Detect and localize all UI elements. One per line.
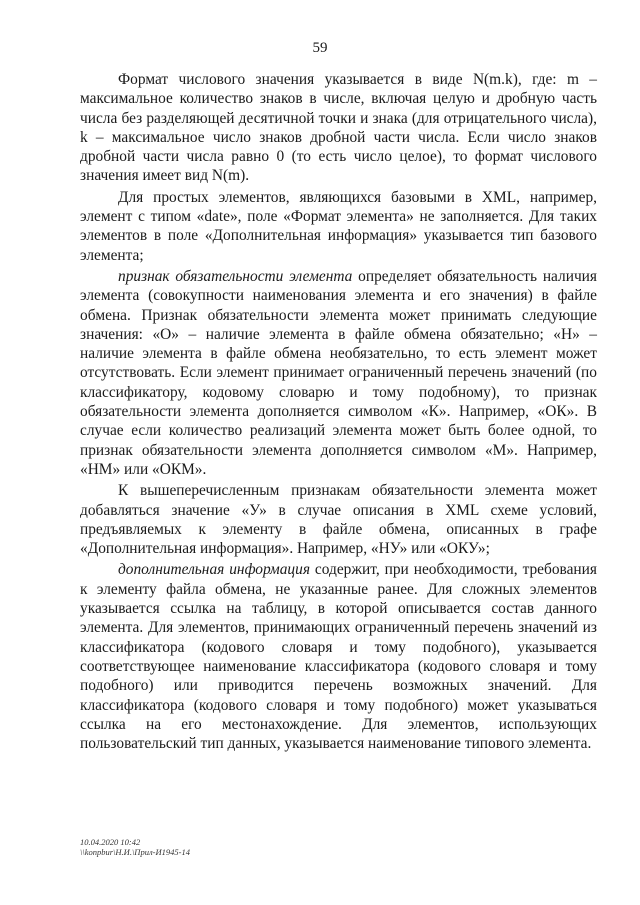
term-italic: дополнительная информация bbox=[118, 561, 310, 579]
footer-timestamp: 10.04.2020 10:42 bbox=[80, 837, 141, 847]
footer-stamp bbox=[80, 837, 190, 857]
term-italic: признак обязательности элемента bbox=[118, 267, 353, 285]
paragraph-text: содержит, при необходимости, требования к элементу файла обмена, не указанные ранее. Для сложных элементов указывается ссылка на таблицу, в которой описывается состав данного элемента. Для элементов, принимающих ограниченный перечень значений из классификатора (кодового словаря и тому подобного), указывается соответствующее наименование классификатора (кодового словаря и тому подобного) или приводится перечень возможных значений. Для классификатора (кодового словаря и тому подобного) может указываться ссылка на его местонахождение. Для элементов, использующих пользовательский тип данных, указывается наименование типового элемента. bbox=[80, 561, 597, 753]
paragraph-text: К вышеперечисленным признакам обязательности элемента может добавляться значение «У» в случае описания в XML схеме условий, предъявляемых к элементу в файле обмена, описанных в графе «Дополнительная информация». Например, «НУ» или «ОКУ»; bbox=[80, 482, 597, 558]
footer-file-path: \\konpbur\Н.И.\Прил-И1945-14 bbox=[80, 847, 190, 857]
paragraph-condition-value bbox=[80, 481, 597, 558]
paragraph-text: Формат числового значения указывается в виде N(m.k), где: m – максимальное количество знаков в числе, включая целую и дробную часть числа без разделяющей десятичной точки и знака (для отрицательного числа), k – максимальное число знаков дробной части числа. Если число знаков дробной части числа равно 0 (то есть число целое), то формат числового значения имеет вид N(m). bbox=[80, 71, 597, 185]
paragraph-simple-elements bbox=[80, 188, 597, 265]
body-text bbox=[80, 70, 597, 753]
page-number: 59 bbox=[312, 40, 328, 56]
paragraph-text: определяет обязательность наличия элемента (совокупности наименования элемента и его значения) в файле обмена. Признак обязательности элемента может принимать следующие значения: «О» – наличие элемента в файле обмена обязательно; «Н» – наличие элемента в файле обмена необязательно, то есть элемент может отсутствовать. Если элемент принимает ограниченный перечень значений (по классификатору, кодовому словарю и тому подобному), то признак обязательности элемента дополняется символом «К». Например, «ОК». В случае если количество реализаций элемента может быть более одной, то признак обязательности элемента дополняется символом «М». Например, «НМ» или «ОКМ». bbox=[80, 267, 598, 478]
paragraph-number-format bbox=[80, 70, 597, 186]
paragraph-text: Для простых элементов, являющихся базовыми в XML, например, элемент с типом «date», поле «Формат элемента» не заполняется. Для таких элементов в поле «Дополнительная информация» указывается тип базового элемента; bbox=[80, 188, 597, 264]
paragraph-additional-info bbox=[80, 560, 597, 753]
paragraph-mandatory-sign bbox=[80, 267, 597, 479]
